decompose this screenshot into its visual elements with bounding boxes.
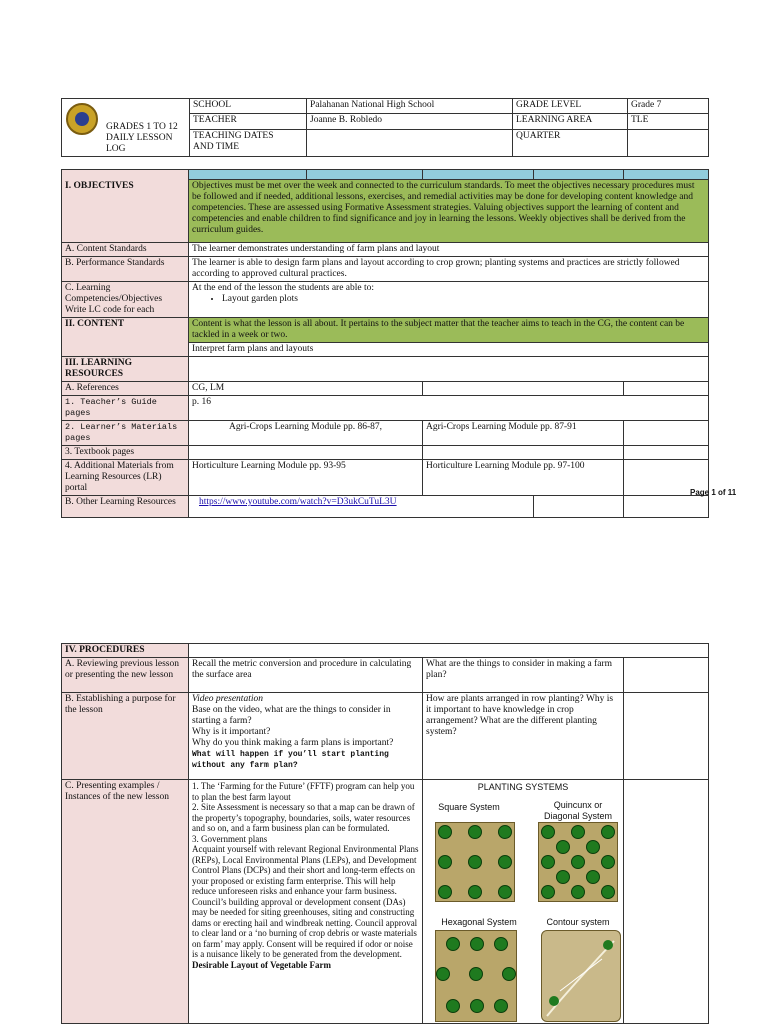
plant-icon bbox=[498, 885, 512, 899]
plant-icon bbox=[498, 825, 512, 839]
plant-icon bbox=[586, 870, 600, 884]
plant-icon bbox=[438, 855, 452, 869]
quarter-label: QUARTER bbox=[513, 129, 628, 156]
procedure-a-value-1: Recall the metric conversion and procedure in calculating the surface area bbox=[189, 658, 423, 693]
plant-icon bbox=[571, 825, 585, 839]
plant-icon bbox=[541, 885, 555, 899]
quincunx-system-label: Quincunx or Diagonal System bbox=[543, 800, 613, 821]
grade-value: Grade 7 bbox=[628, 99, 709, 114]
quincunx-system-diagram bbox=[538, 822, 618, 902]
objectives-heading: I. OBJECTIVES bbox=[62, 180, 189, 243]
plant-icon bbox=[468, 885, 482, 899]
plant-icon bbox=[438, 825, 452, 839]
plant-icon bbox=[498, 855, 512, 869]
header-table bbox=[61, 98, 709, 157]
procedure-c-label: C. Presenting examples / Instances of the new lesson bbox=[62, 780, 189, 1024]
lm-value-2: Agri-Crops Learning Module pp. 87-91 bbox=[423, 421, 624, 446]
school-label: SCHOOL bbox=[190, 99, 307, 114]
plant-icon bbox=[541, 825, 555, 839]
plant-icon bbox=[601, 885, 615, 899]
plant-icon bbox=[436, 967, 450, 981]
procedure-b-label: B. Establishing a purpose for the lesson bbox=[62, 693, 189, 780]
content-note: Content is what the lesson is all about. It pertains to the subject matter that the teacher aims to teach in the CG, the content can be tackled in a week or two. bbox=[189, 318, 709, 343]
contour-system-label: Contour system bbox=[546, 917, 610, 927]
content-standards-value: The learner demonstrates understanding of farm plans and layout bbox=[189, 243, 709, 257]
lm-value-1: Agri-Crops Learning Module pp. 86-87, bbox=[189, 421, 423, 446]
procedure-b-bold: What will happen if you’ll start planting without any farm plan? bbox=[192, 750, 389, 770]
objectives-note: Objectives must be met over the week and connected to the curriculum standards. To meet the objectives necessary procedures must be followed and if needed, additional lessons, exercises, and remedial activities may be done for developing content knowledge and competencies. These are assessed using Formative Assessment strategies. Valuing objectives support the learning of content and competencies and enable children to find significance and joy in learning the lessons. Weekly objectives shall be derived from the curriculum guides. bbox=[189, 180, 709, 243]
dates-label: TEACHING DATES AND TIME bbox=[190, 129, 307, 156]
plant-icon bbox=[541, 855, 555, 869]
competencies-intro: At the end of the lesson the students are able to: bbox=[192, 283, 375, 293]
competencies-item: • Layout garden plots bbox=[222, 294, 705, 305]
plant-icon bbox=[494, 937, 508, 951]
other-link-cell bbox=[189, 496, 534, 518]
tg-label: 1. Teacher’s Guide pages bbox=[62, 396, 189, 421]
log-title: GRADES 1 TO 12 DAILY LESSON LOG bbox=[106, 122, 178, 154]
procedure-b-text: Base on the video, what are the things to consider in starting a farm? Why is it important? Why do you think making a farm plans is important? bbox=[192, 705, 394, 748]
plant-icon bbox=[556, 840, 570, 854]
plant-icon bbox=[556, 870, 570, 884]
tg-value: p. 16 bbox=[189, 396, 709, 421]
other-label: B. Other Learning Resources bbox=[62, 496, 189, 518]
hexagonal-system-diagram bbox=[435, 930, 517, 1022]
area-label: LEARNING AREA bbox=[513, 114, 628, 129]
plant-icon bbox=[468, 825, 482, 839]
procedures-table bbox=[61, 643, 709, 1024]
teacher-value: Joanne B. Robledo bbox=[307, 114, 513, 129]
competencies-label: C. Learning Competencies/Objectives Write LC code for each bbox=[62, 282, 189, 318]
plant-icon bbox=[494, 999, 508, 1013]
additional-value-2: Horticulture Learning Module pp. 97-100 bbox=[423, 460, 624, 496]
plant-icon bbox=[468, 855, 482, 869]
resources-heading: III. LEARNING RESOURCES bbox=[62, 357, 189, 382]
dates-value bbox=[307, 129, 513, 156]
plant-icon bbox=[571, 855, 585, 869]
performance-standards-label: B. Performance Standards bbox=[62, 257, 189, 282]
hexagonal-system-label: Hexagonal System bbox=[441, 917, 517, 927]
procedure-c-bold: Desirable Layout of Vegetable Farm bbox=[192, 959, 331, 970]
additional-value-1: Horticulture Learning Module pp. 93-95 bbox=[189, 460, 423, 496]
plant-icon bbox=[446, 999, 460, 1013]
references-label: A. References bbox=[62, 382, 189, 396]
square-system-diagram bbox=[435, 822, 515, 902]
page-number: Page 1 of 11 bbox=[690, 488, 737, 497]
procedure-a-label: A. Reviewing previous lesson or presenting the new lesson bbox=[62, 658, 189, 693]
lm-label: 2. Learner’s Materials pages bbox=[62, 421, 189, 446]
procedures-heading: IV. PROCEDURES bbox=[62, 644, 189, 658]
content-value: Interpret farm plans and layouts bbox=[189, 343, 709, 357]
grade-label: GRADE LEVEL bbox=[513, 99, 628, 114]
plant-icon bbox=[601, 825, 615, 839]
deped-seal-icon bbox=[66, 103, 98, 135]
planting-systems-cell bbox=[423, 780, 624, 1024]
school-value: Palahanan National High School bbox=[307, 99, 513, 114]
planting-systems-title: PLANTING SYSTEMS bbox=[477, 782, 569, 792]
plant-icon bbox=[446, 937, 460, 951]
video-presentation: Video presentation bbox=[192, 694, 263, 704]
plant-icon bbox=[469, 967, 483, 981]
square-system-label: Square System bbox=[438, 802, 500, 812]
plant-icon bbox=[502, 967, 516, 981]
procedure-c-p1: 1. The ‘Farming for the Future’ (FFTF) program can help you to plan the best farm layout bbox=[192, 781, 415, 802]
procedure-c-p4: Council’s building approval or development consent (DAs) may be needed for siting greenhouses, siting and constructing dams or erecting hail and windbreak netting. Council approval to clear land or a ‘no burning of crop debris or waste materials on farm’ may apply. Consent will be required if odor or noise is a nuisance likely to be generated from the development. bbox=[192, 896, 418, 959]
youtube-link[interactable]: https://www.youtube.com/watch?v=D3ukCuTuL3U bbox=[199, 497, 397, 507]
teacher-label: TEACHER bbox=[190, 114, 307, 129]
content-standards-label: A. Content Standards bbox=[62, 243, 189, 257]
plant-icon bbox=[470, 999, 484, 1013]
tb-label: 3. Textbook pages bbox=[62, 446, 189, 460]
additional-label: 4. Additional Materials from Learning Resources (LR) portal bbox=[62, 460, 189, 496]
performance-standards-value: The learner is able to design farm plans and layout according to crop grown; planting systems and practices are strictly followed according to approved cultural practices. bbox=[189, 257, 709, 282]
references-value: CG, LM bbox=[189, 382, 423, 396]
plant-icon bbox=[438, 885, 452, 899]
plant-icon bbox=[470, 937, 484, 951]
procedure-b-value-2: How are plants arranged in row planting? Why is it important to have knowledge in crop arrangement? What are the different planting system? bbox=[423, 693, 624, 780]
plant-icon bbox=[571, 885, 585, 899]
procedure-a-value-2: What are the things to consider in making a farm plan? bbox=[423, 658, 624, 693]
competencies-cell bbox=[189, 282, 709, 318]
procedure-c-p2: 2. Site Assessment is necessary so that a map can be drawn of the property’s topography, boundaries, soils, water resources and so on, and a farm business plan can be formulated. bbox=[192, 802, 415, 833]
procedure-c-p3: 3. Government plans Acquaint yourself with relevant Regional Environmental Plans (REPs), Local Environmental Plans (LEPs), and Development Control Plans (DCPs) and their short and long-term effects on your proposed or existing farm enterprise. This will help reduce unforeseen risks and enhance your farm business. bbox=[192, 833, 419, 896]
content-heading: II. CONTENT bbox=[62, 318, 189, 357]
procedure-c-cell bbox=[189, 780, 423, 1024]
contour-system-diagram bbox=[541, 930, 621, 1022]
quarter-value bbox=[628, 129, 709, 156]
procedure-b-cell bbox=[189, 693, 423, 780]
log-title-cell bbox=[62, 99, 190, 157]
area-value: TLE bbox=[628, 114, 709, 129]
plant-icon bbox=[601, 855, 615, 869]
lesson-table-page1 bbox=[61, 169, 709, 518]
plant-icon bbox=[586, 840, 600, 854]
